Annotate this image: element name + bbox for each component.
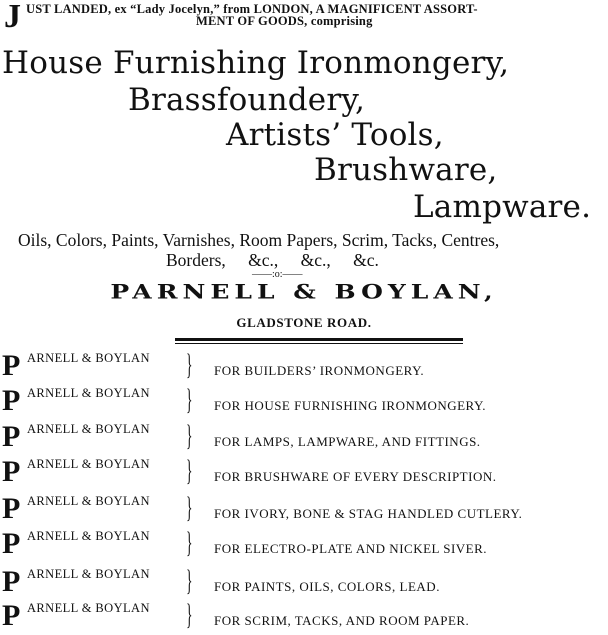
list-dropcap: P: [2, 565, 21, 598]
goods-line-1: Oils, Colors, Paints, Varnishes, Room Papers, Scrim, Tacks, Centres,: [18, 230, 500, 250]
list-brace: }: [186, 598, 193, 631]
list-item: [0, 420, 608, 456]
headline-ironmongery: House Furnishing Ironmongery,: [2, 45, 510, 81]
list-description: FOR PAINTS, OILS, COLORS, LEAD.: [214, 579, 440, 594]
list-dropcap: P: [2, 492, 21, 525]
address: GLADSTONE ROAD.: [236, 315, 372, 330]
list-description: FOR LAMPS, LAMPWARE, AND FITTINGS.: [214, 434, 481, 449]
list-item: [0, 492, 608, 528]
list-dropcap: P: [2, 599, 21, 632]
list-item: [0, 349, 608, 385]
list-item: [0, 565, 608, 601]
list-description: FOR BRUSHWARE OF EVERY DESCRIPTION.: [214, 469, 497, 484]
list-brace: }: [186, 419, 193, 452]
list-dropcap: P: [2, 455, 21, 488]
list-description: FOR HOUSE FURNISHING IRONMONGERY.: [214, 398, 486, 413]
list-firm-name: ARNELL & BOYLAN: [27, 494, 150, 508]
ornament-separator: ——:o:——: [252, 269, 303, 280]
list-brace: }: [186, 526, 193, 559]
list-description: FOR IVORY, BONE & STAG HANDLED CUTLERY.: [214, 506, 523, 521]
list-description: FOR ELECTRO-PLATE AND NICKEL SIVER.: [214, 541, 488, 556]
list-description: FOR SCRIM, TACKS, AND ROOM PAPER.: [214, 613, 470, 628]
headline-brushware: Brushware,: [314, 152, 498, 188]
list-item: [0, 599, 608, 635]
divider-thick: [175, 338, 463, 341]
list-firm-name: ARNELL & BOYLAN: [27, 386, 150, 400]
goods-line-2: Borders, &c., &c., &c.: [166, 250, 379, 270]
list-brace: }: [186, 348, 193, 381]
list-firm-name: ARNELL & BOYLAN: [27, 457, 150, 471]
list-dropcap: P: [2, 420, 21, 453]
list-firm-name: ARNELL & BOYLAN: [27, 601, 150, 615]
headline-lampware: Lampware.: [413, 189, 592, 225]
list-brace: }: [186, 491, 193, 524]
list-firm-name: ARNELL & BOYLAN: [27, 422, 150, 436]
divider-thin: [175, 343, 463, 344]
headline-artists-tools: Artists’ Tools,: [226, 117, 444, 153]
list-firm-name: ARNELL & BOYLAN: [27, 351, 150, 365]
list-item: [0, 384, 608, 420]
list-dropcap: P: [2, 384, 21, 417]
list-item: [0, 455, 608, 491]
list-dropcap: P: [2, 349, 21, 382]
headline-brassfoundery: Brassfoundery,: [128, 82, 366, 118]
list-brace: }: [186, 383, 193, 416]
list-item: [0, 527, 608, 563]
list-firm-name: ARNELL & BOYLAN: [27, 529, 150, 543]
list-firm-name: ARNELL & BOYLAN: [27, 567, 150, 581]
brand-name: PARNELL & BOYLAN,: [110, 280, 498, 304]
list-brace: }: [186, 454, 193, 487]
list-dropcap: P: [2, 527, 21, 560]
list-brace: }: [186, 564, 193, 597]
intro-line-1: UST LANDED, ex “Lady Jocelyn,” from LONDON, A MAGNIFICENT ASSORT-: [26, 2, 478, 16]
intro-line-2: MENT OF GOODS, comprising: [196, 14, 373, 28]
list-description: FOR BUILDERS’ IRONMONGERY.: [214, 363, 425, 378]
intro-dropcap: J: [4, 0, 21, 35]
